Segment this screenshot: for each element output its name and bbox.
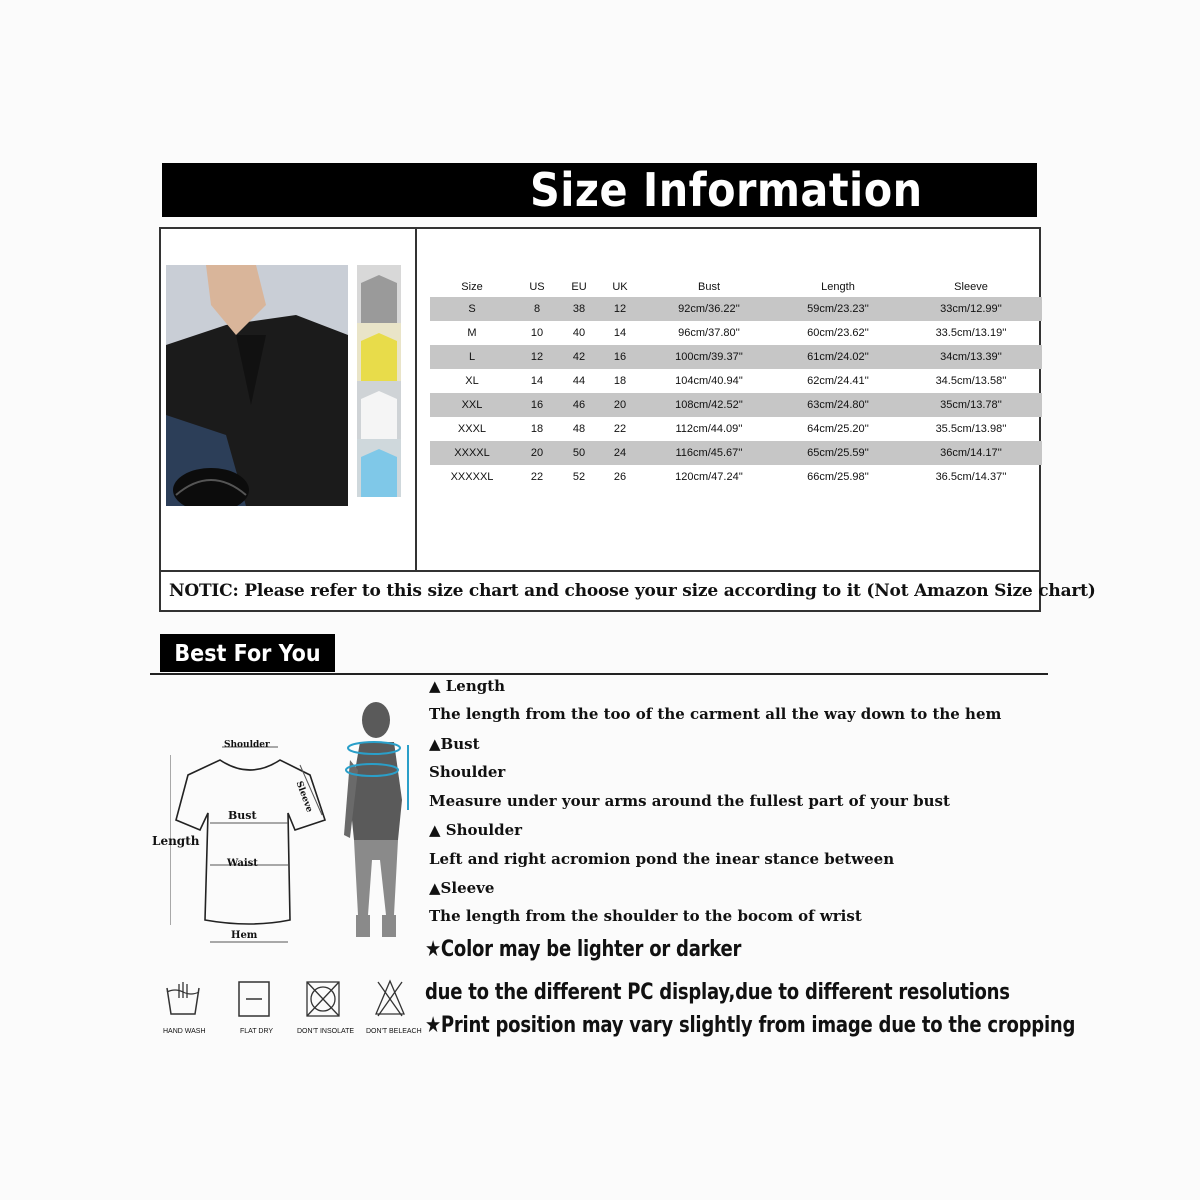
no-tumble-dry-icon bbox=[305, 980, 341, 1018]
diagram-label-length: Length bbox=[152, 834, 200, 848]
table-cell: 46 bbox=[560, 393, 598, 417]
table-cell: 60cm/23.62'' bbox=[807, 327, 869, 339]
diagram-label-waist: Waist bbox=[227, 858, 258, 869]
color-thumb-blue bbox=[357, 439, 401, 497]
table-cell: XXXXL bbox=[430, 441, 514, 465]
table-cell: 18 bbox=[613, 375, 627, 387]
table-cell: 14 bbox=[530, 375, 544, 387]
color-thumb-yellow bbox=[357, 323, 401, 381]
best-for-you-heading bbox=[160, 634, 335, 672]
care-label-dont-insolate: DON'T INSOLATE bbox=[297, 1028, 355, 1035]
table-cell: 104cm/40.94'' bbox=[675, 375, 743, 387]
table-cell: 20 bbox=[598, 393, 642, 417]
hand-wash-icon bbox=[165, 980, 201, 1018]
header-cell: US bbox=[529, 281, 545, 293]
table-cell: 65cm/25.59'' bbox=[776, 441, 900, 465]
table-cell: 59cm/23.23'' bbox=[776, 297, 900, 321]
guide-bust-heading: ▲Bust bbox=[429, 735, 480, 753]
table-cell: 64cm/25.20'' bbox=[807, 423, 869, 435]
table-row bbox=[430, 393, 1042, 417]
diagram-label-hem: Hem bbox=[231, 930, 258, 941]
table-cell: 112cm/44.09'' bbox=[675, 423, 743, 435]
diagram-label-bust: Bust bbox=[228, 809, 257, 822]
guide-bust-text: Measure under your arms around the fullest part of your bust bbox=[429, 792, 950, 810]
table-row bbox=[430, 297, 1042, 321]
best-for-you-title: Best For You bbox=[174, 641, 321, 667]
guide-length-text: The length from the too of the carment all the way down to the hem bbox=[429, 705, 1002, 723]
table-row bbox=[430, 369, 1042, 393]
care-label-flat-dry: FLAT DRY bbox=[240, 1028, 274, 1035]
table-cell: 42 bbox=[560, 345, 598, 369]
table-cell: 34.5cm/13.58'' bbox=[935, 375, 1007, 387]
page-title: Size Information bbox=[530, 163, 923, 217]
table-cell: 8 bbox=[514, 297, 560, 321]
table-cell: 36cm/14.17'' bbox=[900, 441, 1042, 465]
table-cell: XL bbox=[465, 375, 479, 387]
table-cell: 100cm/39.37'' bbox=[642, 345, 776, 369]
guide-length-heading: ▲ Length bbox=[429, 677, 506, 695]
diagram-label-sleeve: Sleeve bbox=[293, 780, 315, 814]
color-thumb-gray bbox=[357, 265, 401, 323]
guide-shoulder-heading: ▲ Shoulder bbox=[429, 821, 523, 839]
table-cell: 52 bbox=[572, 471, 586, 483]
table-cell: 96cm/37.80'' bbox=[678, 327, 740, 339]
table-cell: 61cm/24.02'' bbox=[776, 345, 900, 369]
note-color: ★Color may be lighter or darker bbox=[425, 937, 742, 962]
table-cell: 50 bbox=[560, 441, 598, 465]
size-notice: NOTIC: Please refer to this size chart and choose your size according to it (Not Amazon Size chart) bbox=[169, 581, 1096, 601]
color-thumb-white bbox=[357, 381, 401, 439]
flat-dry-icon bbox=[237, 980, 271, 1018]
care-label-dont-bleach: DON'T BELEACH bbox=[366, 1028, 422, 1035]
table-cell: 26 bbox=[613, 471, 627, 483]
table-cell: 92cm/36.22'' bbox=[642, 297, 776, 321]
box-divider-horizontal bbox=[159, 570, 1039, 572]
table-cell: 22 bbox=[613, 423, 627, 435]
table-cell: 62cm/24.41'' bbox=[807, 375, 869, 387]
product-photo bbox=[166, 265, 348, 506]
table-cell: 116cm/45.67'' bbox=[642, 441, 776, 465]
table-cell: 63cm/24.80'' bbox=[776, 393, 900, 417]
table-cell: 38 bbox=[560, 297, 598, 321]
guide-shoulder-text: Left and right acromion pond the inear stance between bbox=[429, 850, 895, 868]
table-row bbox=[430, 321, 1042, 345]
note-display: due to the different PC display,due to different resolutions bbox=[425, 980, 1010, 1005]
table-cell: 35.5cm/13.98'' bbox=[935, 423, 1007, 435]
table-cell: 14 bbox=[613, 327, 627, 339]
table-cell: 33.5cm/13.19'' bbox=[935, 327, 1007, 339]
table-cell: 120cm/47.24'' bbox=[675, 471, 743, 483]
table-cell: 20 bbox=[514, 441, 560, 465]
table-cell: 12 bbox=[514, 345, 560, 369]
table-cell: 40 bbox=[572, 327, 586, 339]
header-cell: Length bbox=[821, 281, 855, 293]
table-cell: 22 bbox=[530, 471, 544, 483]
note-print-position: ★Print position may vary slightly from image due to the cropping bbox=[425, 1013, 1076, 1038]
table-cell: 48 bbox=[572, 423, 586, 435]
care-label-hand-wash: HAND WASH bbox=[163, 1028, 206, 1035]
guide-shoulder-label: Shoulder bbox=[429, 763, 506, 781]
table-cell: S bbox=[430, 297, 514, 321]
table-cell: 16 bbox=[598, 345, 642, 369]
table-cell: XXXL bbox=[457, 423, 487, 435]
guide-sleeve-heading: ▲Sleeve bbox=[429, 879, 495, 897]
table-cell: 16 bbox=[514, 393, 560, 417]
size-table bbox=[430, 277, 1042, 489]
table-cell: 35cm/13.78'' bbox=[900, 393, 1042, 417]
table-cell: 108cm/42.52'' bbox=[642, 393, 776, 417]
body-silhouette-icon bbox=[340, 700, 420, 945]
header-cell: Bust bbox=[697, 281, 720, 293]
table-cell: XXL bbox=[430, 393, 514, 417]
guide-sleeve-text: The length from the shoulder to the bocom of wrist bbox=[429, 907, 862, 925]
table-cell: 34cm/13.39'' bbox=[900, 345, 1042, 369]
section-rule bbox=[150, 673, 1048, 675]
table-cell: L bbox=[430, 345, 514, 369]
table-cell: 10 bbox=[530, 327, 544, 339]
table-row bbox=[430, 345, 1042, 369]
diagram-label-shoulder: Shoulder bbox=[224, 740, 270, 750]
header-cell: Size bbox=[461, 281, 483, 293]
table-cell: XXXXXL bbox=[450, 471, 494, 483]
no-bleach-icon bbox=[374, 978, 406, 1018]
table-cell: 36.5cm/14.37'' bbox=[935, 471, 1007, 483]
header-cell: EU bbox=[571, 281, 587, 293]
table-cell: M bbox=[467, 327, 477, 339]
table-row bbox=[430, 417, 1042, 441]
table-cell: 66cm/25.98'' bbox=[807, 471, 869, 483]
table-row bbox=[430, 441, 1042, 465]
table-row bbox=[430, 465, 1042, 489]
table-cell: 24 bbox=[598, 441, 642, 465]
table-cell: 12 bbox=[598, 297, 642, 321]
table-cell: 33cm/12.99'' bbox=[900, 297, 1042, 321]
header-cell: Sleeve bbox=[954, 281, 988, 293]
table-cell: 18 bbox=[530, 423, 544, 435]
box-divider-vertical bbox=[415, 227, 417, 571]
header-cell: UK bbox=[612, 281, 628, 293]
size-table-header bbox=[430, 277, 1042, 297]
table-cell: 44 bbox=[572, 375, 586, 387]
